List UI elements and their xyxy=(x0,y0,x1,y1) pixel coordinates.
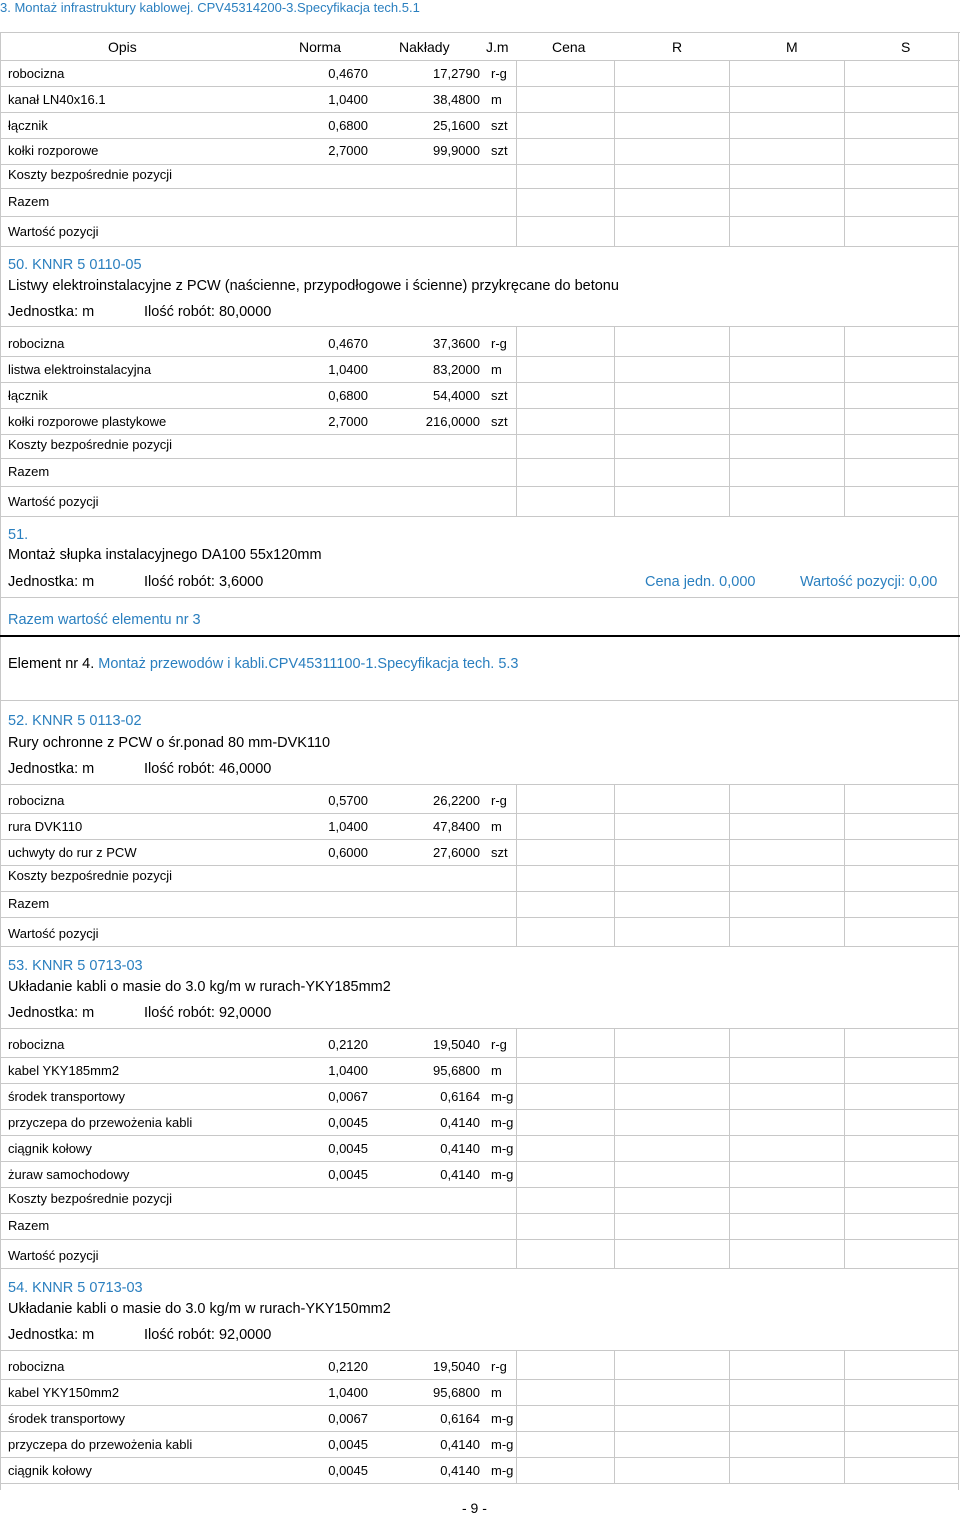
row-divider xyxy=(0,946,958,947)
total-label: Razem xyxy=(8,194,50,209)
unit-of-measure: m-g xyxy=(491,1115,514,1130)
quantity-label: Ilość robót: 92,0000 xyxy=(144,1005,272,1021)
column-divider xyxy=(844,60,845,246)
col-s: S xyxy=(901,39,911,55)
position-value-label: Wartość pozycji xyxy=(8,494,99,509)
row-divider xyxy=(0,1057,958,1058)
row-divider xyxy=(0,1379,958,1380)
resource-name: łącznik xyxy=(8,388,48,403)
resource-name: kołki rozporowe plastykowe xyxy=(8,414,167,429)
resource-name: przyczepa do przewożenia kabli xyxy=(8,1437,193,1452)
outlay-value: 216,0000 xyxy=(425,414,480,429)
unit-of-measure: r-g xyxy=(491,336,507,351)
outlay-value: 83,2000 xyxy=(433,362,480,377)
row-divider xyxy=(0,700,958,701)
unit-of-measure: m-g xyxy=(491,1141,514,1156)
column-divider xyxy=(729,1350,730,1483)
norm-value: 0,0045 xyxy=(328,1437,368,1452)
column-divider xyxy=(614,784,615,946)
norm-value: 0,0045 xyxy=(328,1115,368,1130)
outlay-value: 95,6800 xyxy=(433,1385,480,1400)
row-divider xyxy=(0,1268,958,1269)
row-divider xyxy=(0,382,958,383)
column-divider xyxy=(844,784,845,946)
resource-name: listwa elektroinstalacyjna xyxy=(8,362,152,377)
quantity-label: Ilość robót: 46,0000 xyxy=(144,761,272,777)
resource-name: środek transportowy xyxy=(8,1089,126,1104)
column-divider xyxy=(516,1350,517,1483)
row-divider xyxy=(0,486,958,487)
row-divider xyxy=(0,813,958,814)
quantity-label: Ilość robót: 80,0000 xyxy=(144,304,272,320)
row-divider xyxy=(0,597,958,598)
outlay-value: 0,4140 xyxy=(440,1167,480,1182)
unit-label: Jednostka: m xyxy=(8,1327,95,1343)
unit-of-measure: m xyxy=(491,92,502,107)
column-divider xyxy=(729,1028,730,1268)
unit-of-measure: m xyxy=(491,362,502,377)
unit-label: Jednostka: m xyxy=(8,574,95,590)
row-divider xyxy=(0,32,960,33)
column-divider xyxy=(516,326,517,516)
unit-of-measure: m xyxy=(491,1063,502,1078)
outlay-value: 0,6164 xyxy=(440,1411,480,1426)
norm-value: 0,6000 xyxy=(328,845,368,860)
resource-name: robocizna xyxy=(8,793,65,808)
position-value-label: Wartość pozycji xyxy=(8,1248,99,1263)
resource-name: robocizna xyxy=(8,1037,65,1052)
row-divider xyxy=(0,1457,958,1458)
total-label: Razem xyxy=(8,464,50,479)
norm-value: 0,2120 xyxy=(328,1359,368,1374)
row-divider xyxy=(0,1187,958,1188)
row-divider xyxy=(0,1028,958,1029)
col-m: M xyxy=(786,39,798,55)
unit-of-measure: r-g xyxy=(491,793,507,808)
row-divider xyxy=(0,1431,958,1432)
col-opis: Opis xyxy=(108,39,137,55)
row-divider xyxy=(0,1109,958,1110)
norm-value: 1,0400 xyxy=(328,1063,368,1078)
position-value-label: Wartość pozycji xyxy=(8,926,99,941)
unit-of-measure: szt xyxy=(491,143,508,158)
outlay-value: 95,6800 xyxy=(433,1063,480,1078)
unit-of-measure: szt xyxy=(491,845,508,860)
outlay-value: 54,4000 xyxy=(433,388,480,403)
column-divider xyxy=(516,60,517,246)
resource-name: ciągnik kołowy xyxy=(8,1463,92,1478)
position-number: 51. xyxy=(8,527,29,543)
col-naklady: Nakłady xyxy=(399,39,450,55)
row-divider xyxy=(0,917,958,918)
direct-costs-label: Koszty bezpośrednie pozycji xyxy=(8,437,173,452)
column-divider xyxy=(844,1350,845,1483)
element-heading: Element nr 4. Montaż przewodów i kabli.CPV45311100-1.Specyfikacja tech. 5.3 xyxy=(8,656,519,672)
position-value: Wartość pozycji: 0,00 xyxy=(800,574,938,590)
unit-of-measure: m-g xyxy=(491,1463,514,1478)
norm-value: 0,6800 xyxy=(328,388,368,403)
resource-name: kabel YKY150mm2 xyxy=(8,1385,120,1400)
unit-of-measure: m-g xyxy=(491,1167,514,1182)
direct-costs-label: Koszty bezpośrednie pozycji xyxy=(8,868,173,883)
norm-value: 0,0045 xyxy=(328,1167,368,1182)
element-divider xyxy=(0,635,960,637)
resource-name: robocizna xyxy=(8,66,65,81)
outlay-value: 0,4140 xyxy=(440,1115,480,1130)
column-divider xyxy=(844,1028,845,1268)
resource-name: robocizna xyxy=(8,1359,65,1374)
outlay-value: 17,2790 xyxy=(433,66,480,81)
row-divider xyxy=(0,188,958,189)
norm-value: 2,7000 xyxy=(328,143,368,158)
row-divider xyxy=(0,1483,958,1484)
quantity-label: Ilość robót: 92,0000 xyxy=(144,1327,272,1343)
row-divider xyxy=(0,1161,958,1162)
col-norma: Norma xyxy=(299,39,342,55)
row-divider xyxy=(0,434,958,435)
column-divider xyxy=(614,1350,615,1483)
outlay-value: 19,5040 xyxy=(433,1359,480,1374)
unit-label: Jednostka: m xyxy=(8,1005,95,1021)
norm-value: 1,0400 xyxy=(328,819,368,834)
position-number: 52. KNNR 5 0113-02 xyxy=(8,713,142,729)
position-description: Rury ochronne z PCW o śr.ponad 80 mm-DVK110 xyxy=(8,735,331,751)
row-divider xyxy=(0,164,958,165)
row-divider xyxy=(0,86,958,87)
row-divider xyxy=(0,1350,958,1351)
position-description: Układanie kabli o masie do 3.0 kg/m w rurach-YKY150mm2 xyxy=(8,1301,391,1317)
resource-name: żuraw samochodowy xyxy=(8,1167,130,1182)
norm-value: 2,7000 xyxy=(328,414,368,429)
norm-value: 0,0067 xyxy=(328,1089,368,1104)
column-divider xyxy=(0,32,1,1490)
quantity-label: Ilość robót: 3,6000 xyxy=(144,574,264,590)
norm-value: 0,0045 xyxy=(328,1463,368,1478)
column-divider xyxy=(516,784,517,946)
resource-name: uchwyty do rur z PCW xyxy=(8,845,137,860)
outlay-value: 37,3600 xyxy=(433,336,480,351)
column-divider xyxy=(614,60,615,246)
position-number: 53. KNNR 5 0713-03 xyxy=(8,958,143,974)
row-divider xyxy=(0,356,958,357)
total-label: Razem xyxy=(8,896,50,911)
row-divider xyxy=(0,458,958,459)
col-jm: J.m xyxy=(486,39,509,55)
row-divider xyxy=(0,246,958,247)
column-divider xyxy=(958,32,959,1490)
resource-name: rura DVK110 xyxy=(8,819,83,834)
row-divider xyxy=(0,516,958,517)
position-number: 50. KNNR 5 0110-05 xyxy=(8,257,142,273)
position-number: 54. KNNR 5 0713-03 xyxy=(8,1280,143,1296)
resource-name: łącznik xyxy=(8,118,48,133)
row-divider xyxy=(0,138,958,139)
row-divider xyxy=(0,1083,958,1084)
column-divider xyxy=(729,784,730,946)
unit-of-measure: szt xyxy=(491,118,508,133)
column-divider xyxy=(614,1028,615,1268)
unit-of-measure: szt xyxy=(491,388,508,403)
norm-value: 1,0400 xyxy=(328,362,368,377)
outlay-value: 25,1600 xyxy=(433,118,480,133)
norm-value: 0,2120 xyxy=(328,1037,368,1052)
unit-of-measure: m xyxy=(491,819,502,834)
row-divider xyxy=(0,839,958,840)
norm-value: 1,0400 xyxy=(328,1385,368,1400)
row-divider xyxy=(0,112,958,113)
outlay-value: 99,9000 xyxy=(433,143,480,158)
direct-costs-label: Koszty bezpośrednie pozycji xyxy=(8,1191,173,1206)
row-divider xyxy=(0,408,958,409)
column-divider xyxy=(729,60,730,246)
unit-of-measure: r-g xyxy=(491,66,507,81)
outlay-value: 0,4140 xyxy=(440,1141,480,1156)
outlay-value: 27,6000 xyxy=(433,845,480,860)
unit-of-measure: szt xyxy=(491,414,508,429)
unit-label: Jednostka: m xyxy=(8,304,95,320)
col-cena: Cena xyxy=(552,39,586,55)
resource-name: kołki rozporowe xyxy=(8,143,99,158)
resource-name: kabel YKY185mm2 xyxy=(8,1063,120,1078)
page-number: - 9 - xyxy=(462,1500,487,1516)
outlay-value: 0,4140 xyxy=(440,1463,480,1478)
position-description: Układanie kabli o masie do 3.0 kg/m w rurach-YKY185mm2 xyxy=(8,979,391,995)
norm-value: 0,6800 xyxy=(328,118,368,133)
outlay-value: 26,2200 xyxy=(433,793,480,808)
outlay-value: 0,4140 xyxy=(440,1437,480,1452)
row-divider xyxy=(0,1239,958,1240)
position-value-label: Wartość pozycji xyxy=(8,224,99,239)
element-total: Razem wartość elementu nr 3 xyxy=(8,612,201,628)
resource-name: ciągnik kołowy xyxy=(8,1141,92,1156)
total-label: Razem xyxy=(8,1218,50,1233)
outlay-value: 0,6164 xyxy=(440,1089,480,1104)
outlay-value: 38,4800 xyxy=(433,92,480,107)
row-divider xyxy=(0,60,960,61)
unit-label: Jednostka: m xyxy=(8,761,95,777)
resource-name: przyczepa do przewożenia kabli xyxy=(8,1115,193,1130)
row-divider xyxy=(0,326,958,327)
row-divider xyxy=(0,865,958,866)
row-divider xyxy=(0,784,958,785)
outlay-value: 47,8400 xyxy=(433,819,480,834)
norm-value: 0,0067 xyxy=(328,1411,368,1426)
page-title: 3. Montaż infrastruktury kablowej. CPV45314200-3.Specyfikacja tech.5.1 xyxy=(0,0,420,15)
outlay-value: 19,5040 xyxy=(433,1037,480,1052)
row-divider xyxy=(0,1213,958,1214)
resource-name: środek transportowy xyxy=(8,1411,126,1426)
unit-of-measure: m-g xyxy=(491,1437,514,1452)
unit-of-measure: m-g xyxy=(491,1089,514,1104)
norm-value: 1,0400 xyxy=(328,92,368,107)
row-divider xyxy=(0,216,958,217)
column-divider xyxy=(614,326,615,516)
direct-costs-label: Koszty bezpośrednie pozycji xyxy=(8,167,173,182)
resource-name: robocizna xyxy=(8,336,65,351)
norm-value: 0,4670 xyxy=(328,66,368,81)
unit-of-measure: m-g xyxy=(491,1411,514,1426)
position-description: Listwy elektroinstalacyjne z PCW (naścienne, przypodłogowe i ścienne) przykręcane do betonu xyxy=(8,278,619,294)
norm-value: 0,0045 xyxy=(328,1141,368,1156)
norm-value: 0,5700 xyxy=(328,793,368,808)
resource-name: kanał LN40x16.1 xyxy=(8,92,106,107)
unit-of-measure: r-g xyxy=(491,1037,507,1052)
row-divider xyxy=(0,891,958,892)
column-divider xyxy=(844,326,845,516)
row-divider xyxy=(0,1405,958,1406)
unit-price: Cena jedn. 0,000 xyxy=(645,574,756,590)
row-divider xyxy=(0,1135,958,1136)
unit-of-measure: m xyxy=(491,1385,502,1400)
column-divider xyxy=(516,1028,517,1268)
column-divider xyxy=(729,326,730,516)
unit-of-measure: r-g xyxy=(491,1359,507,1374)
col-r: R xyxy=(672,39,683,55)
norm-value: 0,4670 xyxy=(328,336,368,351)
position-description: Montaż słupka instalacyjnego DA100 55x120mm xyxy=(8,547,322,563)
